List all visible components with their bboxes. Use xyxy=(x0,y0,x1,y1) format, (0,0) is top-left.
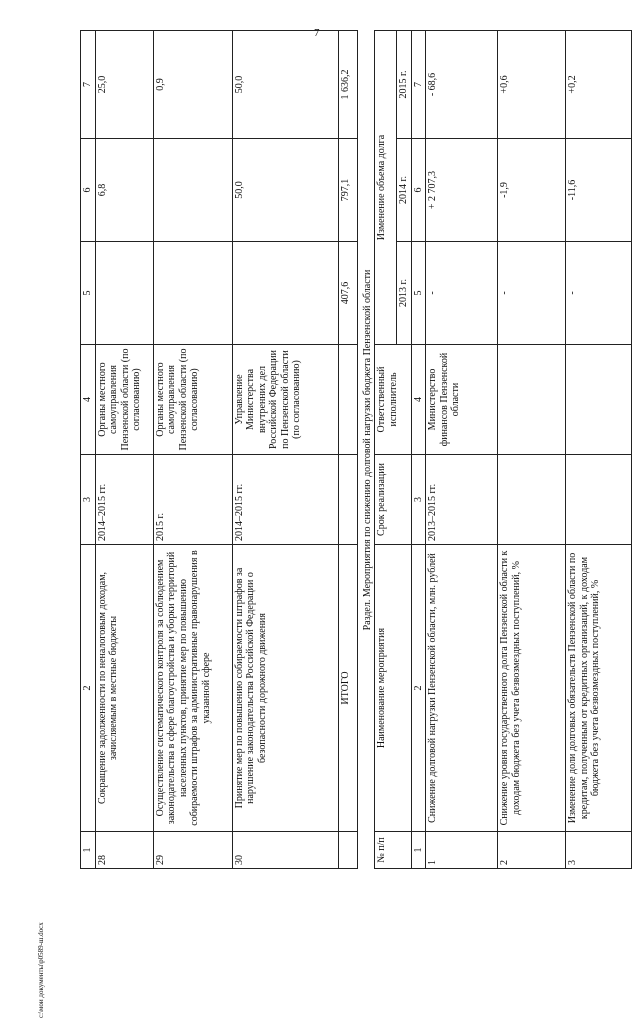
total-2014: 797,1 xyxy=(338,139,357,242)
table-row xyxy=(566,30,632,868)
table-row xyxy=(153,31,232,869)
value-2015: 50,0 xyxy=(232,31,338,139)
total-2015: 1 636,2 xyxy=(338,31,357,139)
measure-executor: Органы местного самоуправления Пензенской области (по согласованию) xyxy=(153,345,232,455)
col-number-cell: 1 xyxy=(81,832,96,869)
measure-period xyxy=(498,455,566,545)
total-empty-cell xyxy=(338,345,357,455)
value-2013: - xyxy=(566,242,632,345)
table-row xyxy=(498,30,566,868)
total-label: ИТОГО xyxy=(338,545,357,832)
measure-name: Сокращение задолженности по неналоговым доходам, зачисляемым в местные бюджеты xyxy=(95,545,153,832)
value-2015: - 68,6 xyxy=(426,30,498,138)
col-number-cell: 7 xyxy=(81,31,96,139)
measure-executor xyxy=(566,345,632,455)
total-2013: 407,6 xyxy=(338,242,357,345)
col-number-cell: 3 xyxy=(411,455,426,545)
row-number: 29 xyxy=(153,832,232,869)
header-year-2013: 2013 г. xyxy=(397,242,412,345)
col-number-cell: 6 xyxy=(411,139,426,242)
measure-name: Изменение доли долговых обязательств Пензенской области по кредитам, полученным от кредитных организаций, к доходам бюджета без учета безвозмездных поступлений, % xyxy=(566,545,632,832)
measure-executor: Министерство финансов Пензенской области xyxy=(426,345,498,455)
total-empty-cell xyxy=(338,832,357,869)
measure-executor: Органы местного самоуправления Пензенской области (по согласованию) xyxy=(95,345,153,455)
measure-name: Принятие мер по повышению собираемости штрафов за нарушение законодательства Российской Федерации о безопасности дорожного движения xyxy=(232,545,338,832)
row-number: 30 xyxy=(232,832,338,869)
value-2014 xyxy=(153,139,232,242)
footer-file-path xyxy=(37,868,46,1018)
value-2013 xyxy=(95,242,153,345)
measure-period: 2014–2015 гг. xyxy=(95,455,153,545)
row-number: 2 xyxy=(498,832,566,869)
measure-period: 2014–2015 гг. xyxy=(232,455,338,545)
col-number-cell: 6 xyxy=(81,139,96,242)
total-empty-cell xyxy=(338,455,357,545)
table-row xyxy=(95,31,153,869)
value-2014: -1,9 xyxy=(498,139,566,242)
header-name: Наименование мероприятия xyxy=(375,545,412,832)
value-2013: - xyxy=(426,242,498,345)
measure-period: 2015 г. xyxy=(153,455,232,545)
row-number: 28 xyxy=(95,832,153,869)
table-row xyxy=(426,30,498,868)
value-2015: 25,0 xyxy=(95,31,153,139)
measure-name: Снижение уровня государственного долга Пензенской области к доходам бюджета без учета безвозмездных поступлений, % xyxy=(498,545,566,832)
col-number-cell: 7 xyxy=(411,30,426,138)
header-num: № п/п xyxy=(375,832,412,869)
value-2015: +0,2 xyxy=(566,30,632,138)
value-2014: 6,8 xyxy=(95,139,153,242)
measure-executor: Управление Министерства внутренних дел Российской Федерации по Пензенской области (по согласованию) xyxy=(232,345,338,455)
section-caption: Раздел. Мероприятия по снижению долговой нагрузки бюджета Пензенской области xyxy=(362,269,373,631)
header-row xyxy=(375,30,397,868)
column-number-row xyxy=(81,31,96,869)
header-period: Срок реализации xyxy=(375,455,412,545)
measure-period xyxy=(566,455,632,545)
column-number-row xyxy=(411,30,426,868)
measures-table-continued xyxy=(80,30,358,869)
value-2013 xyxy=(153,242,232,345)
col-number-cell: 1 xyxy=(411,832,426,869)
row-number: 3 xyxy=(566,832,632,869)
header-year-2015: 2015 г. xyxy=(397,30,412,138)
header-year-2014: 2014 г. xyxy=(397,139,412,242)
measure-name: Осуществление систематического контроля за соблюдением законодательства в сфере благоустройства и уборки территорий населенных пунктов, принятие мер по повышению собираемости штрафов за административные правонарушения в указанной сфере xyxy=(153,545,232,832)
value-2014: + 2 707,3 xyxy=(426,139,498,242)
value-2014: -11,6 xyxy=(566,139,632,242)
col-number-cell: 4 xyxy=(81,345,96,455)
value-2015: 0,9 xyxy=(153,31,232,139)
col-number-cell: 2 xyxy=(411,545,426,832)
page-number: 7 xyxy=(314,27,320,39)
col-number-cell: 2 xyxy=(81,545,96,832)
measure-name: Снижение долговой нагрузки Пензенской области, млн. рублей xyxy=(426,545,498,832)
value-2015: +0,6 xyxy=(498,30,566,138)
row-number: 1 xyxy=(426,832,498,869)
value-2013: - xyxy=(498,242,566,345)
footer-file-path-text: c:\мои документы\p0589-ш.docx xyxy=(37,922,45,1018)
col-number-cell: 3 xyxy=(81,455,96,545)
debt-measures-table xyxy=(374,30,632,869)
measure-period: 2013–2015 гг. xyxy=(426,455,498,545)
value-2013 xyxy=(232,242,338,345)
col-number-cell: 4 xyxy=(411,345,426,455)
header-executor: Ответственный исполнитель xyxy=(375,345,412,455)
measure-executor xyxy=(498,345,566,455)
total-row xyxy=(338,31,357,869)
header-change: Изменение объема долга xyxy=(375,30,397,344)
col-number-cell: 5 xyxy=(411,242,426,345)
value-2014: 50,0 xyxy=(232,139,338,242)
table-row xyxy=(232,31,338,869)
col-number-cell: 5 xyxy=(81,242,96,345)
